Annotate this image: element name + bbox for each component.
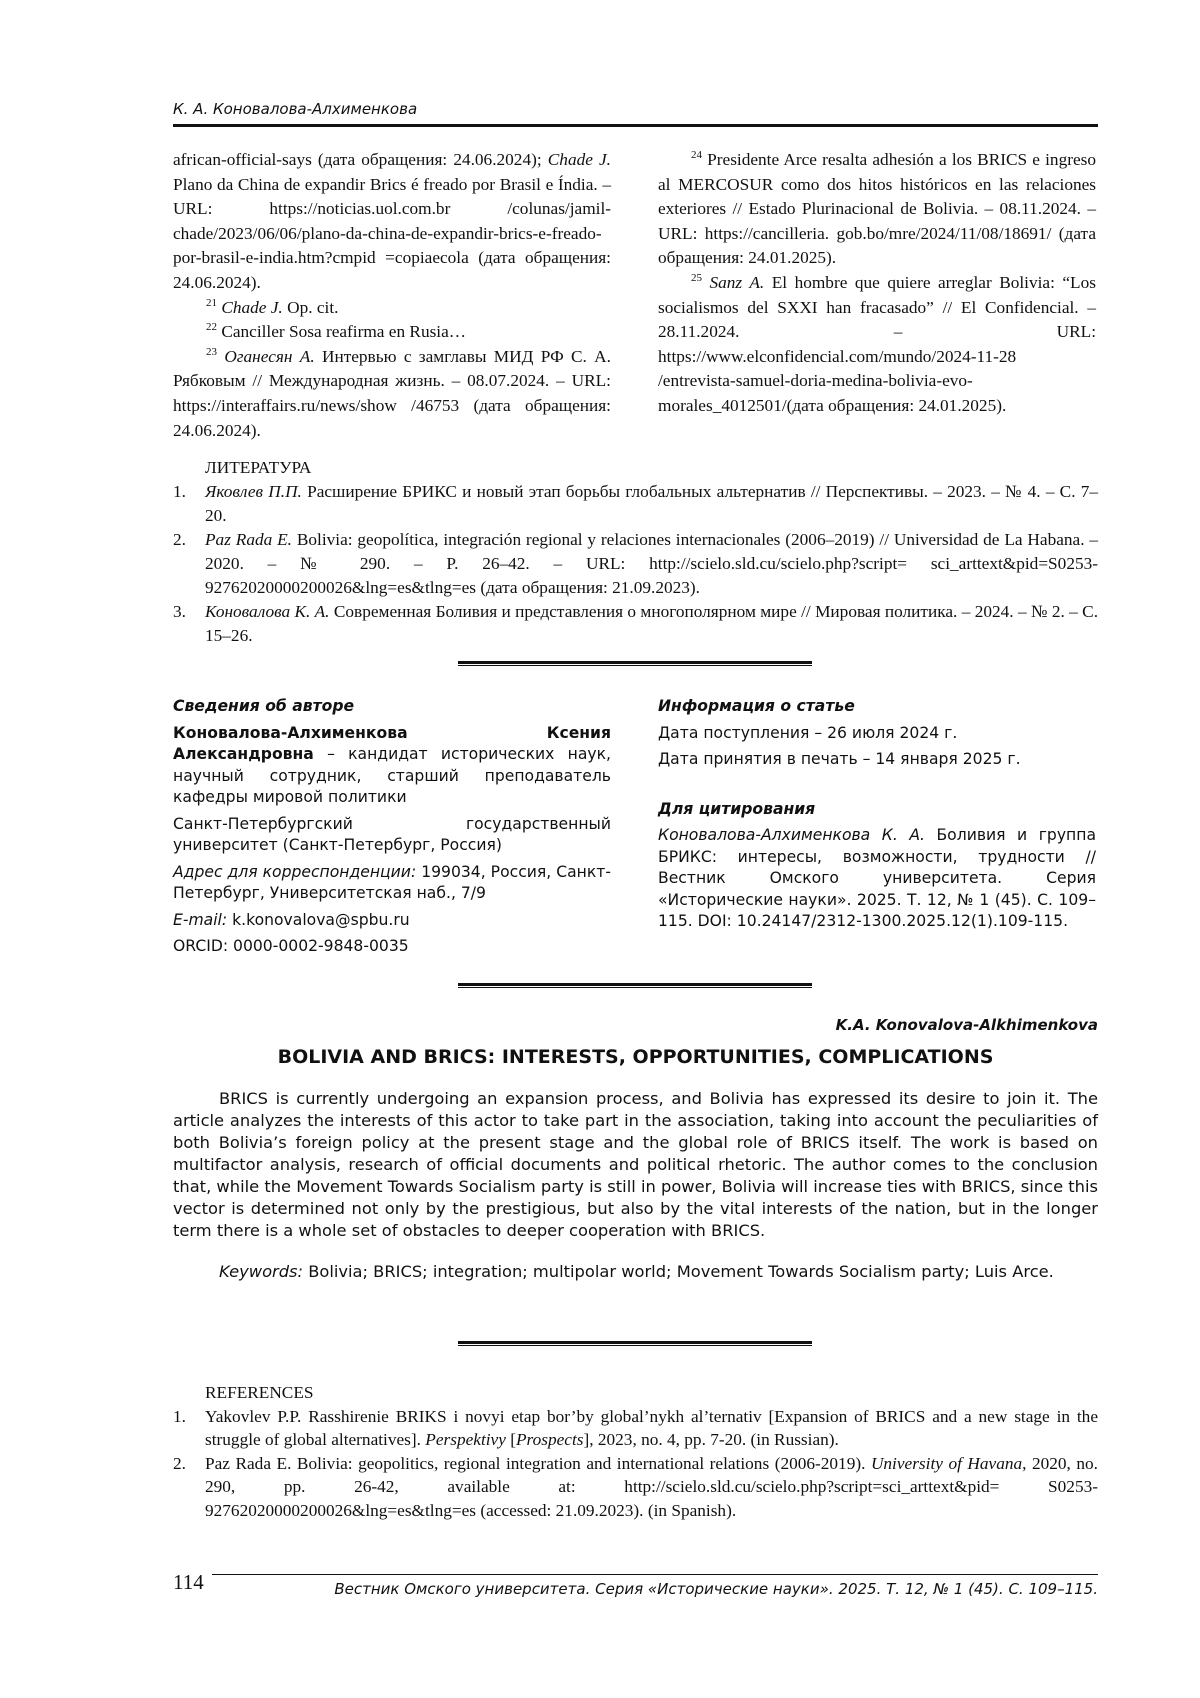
literature-item-text: Современная Боливия и представления о многополярном мире // Мировая политика. – 2024. – № 2. – С. 15–26. — [205, 602, 1099, 645]
footnote-22-marker: 22 — [206, 321, 217, 334]
footnote-20b-text: Plano da China de expandir Brics é freado por Brasil e Índia. – URL: https://noticias.uol.com.br /colunas/jamil-chade/2023/06/06/plano-da-china-de-expandir-brics-e-freado-por-brasil-e-india.htm?cmpid =copiaecola (дата обращения: 24.06.2024). — [173, 174, 611, 292]
reference-item-number: 1. — [173, 1406, 186, 1426]
footnote-25-text: El hombre que quiere arreglar Bolivia: “Los socialismos del SXXI han fracasado” // El Confidencial. – 28.11.2024. – URL: https://www.elconfidencial.com/mundo/2024-11-28 /entrevista-samuel-doria-medina-bolivia-evo-morales_4012501/(дата обращения: 24.01.2025). — [658, 272, 1096, 415]
author-orcid: ORCID: 0000-0002-9848-0035 — [173, 937, 409, 955]
header-rule — [173, 124, 1098, 127]
abstract-text: BRICS is currently undergoing an expansion process, and Bolivia has expressed its desire to join it. The article analyzes the interests of this actor to take part in the association, taking into account the peculiarities of both Bolivia’s foreign policy at the present stage and the global role of BRICS itself. The work is based on multifactor analysis, research of official documents and political rhetoric. The author comes to the conclusion that, while the Movement Towards Socialism party is still in power, Bolivia will increase ties with BRICS, since this vector is determined not only by the prestigious, but also by the vital interests of the nation, but in the longer term there is a whole set of obstacles to deeper cooperation with BRICS. — [173, 1089, 1098, 1240]
literature-heading: ЛИТЕРАТУРА — [205, 458, 312, 477]
footnote-23-author: Оганесян А. — [224, 346, 315, 366]
accepted-date: Дата принятия в печать – 14 января 2025 г. — [658, 750, 1021, 768]
references-section — [173, 1381, 1098, 1522]
footnotes-right-column — [658, 148, 1096, 419]
footnote-25-marker: 25 — [691, 271, 702, 284]
literature-item-author: Яковлев П.П. — [205, 482, 302, 501]
reference-journal: University of Havana — [870, 1453, 1023, 1473]
footnote-23-text: Интервью с замглавы МИД РФ С. А. Рябковым // Международная жизнь. – 08.07.2024. – URL: https://interaffairs.ru/news/show /46753 (дата обращения: 24.06.2024). — [173, 346, 611, 440]
literature-item-number: 1. — [173, 482, 186, 501]
running-head: К. А. Коновалова-Алхименкова — [173, 100, 418, 118]
footnote-25-author: Sanz A. — [709, 272, 765, 292]
email-label: E-mail: — [173, 910, 228, 929]
literature-item-author: Paz Rada E. — [205, 530, 292, 549]
citation-author: Коновалова-Алхименкова К. А. — [658, 826, 925, 844]
author-address — [173, 862, 611, 905]
footnote-24-marker: 24 — [691, 149, 702, 161]
footnote-20 — [173, 148, 611, 296]
keywords-label: Keywords: — [219, 1262, 304, 1281]
journal-footer: Вестник Омского университета. Серия «Исторические науки». 2025. Т. 12, № 1 (45). С. 109–115. — [334, 1580, 1098, 1598]
page-number: 114 — [173, 1570, 204, 1594]
section-divider — [458, 983, 812, 988]
reference-text: Paz Rada E. Bolivia: geopolitics, regional integration and international relations (2006-2019). — [205, 1453, 871, 1473]
reference-item — [173, 1405, 1098, 1452]
author-bio — [173, 723, 611, 809]
english-author: K.A. Konovalova-Alkhimenkova — [835, 1016, 1098, 1034]
received-date: Дата поступления – 26 июля 2024 г. — [658, 723, 958, 742]
author-name: Коновалова-Алхименкова Ксения Александровна — [173, 723, 611, 763]
citation-body: Боливия и группа БРИКС: интересы, возможности, трудности // Вестник Омского университета. Серия «Исторические науки». 2025. Т. 12, № 1 (45). С. 109–115. DOI: 10.24147/2312-1300.2025.12(1).109-115. — [658, 826, 1096, 930]
reference-item — [173, 1452, 1098, 1523]
footnote-20-tail: african-official-says (дата обращения: 24.06.2024); — [173, 150, 542, 169]
literature-section — [173, 456, 1098, 648]
english-abstract — [173, 1088, 1098, 1283]
literature-item-number: 3. — [173, 602, 186, 621]
literature-item-number: 2. — [173, 530, 186, 549]
article-info-heading: Информация о статье — [658, 697, 855, 715]
email-value: k.konovalova@spbu.ru — [227, 910, 410, 929]
literature-list — [173, 480, 1098, 648]
references-heading: REFERENCES — [205, 1383, 314, 1402]
footnote-24 — [658, 148, 1096, 271]
footnote-22-text: Canciller Sosa reafirma en Rusia… — [217, 322, 467, 342]
footnote-21-text: Op. cit. — [282, 297, 339, 317]
references-list — [173, 1405, 1098, 1523]
author-affiliation: Санкт-Петербургский государственный университет (Санкт-Петербург, Россия) — [173, 814, 611, 854]
footnote-21-author: Chade J. — [221, 297, 283, 317]
reference-journal: Perspektivy — [425, 1430, 506, 1449]
footnote-22 — [173, 320, 611, 345]
footnotes-left-column — [173, 148, 611, 443]
footnote-20b-author: Chade J. — [547, 150, 612, 169]
reference-journal-translation: Prospects — [515, 1430, 584, 1449]
reference-text: [ — [505, 1430, 516, 1449]
literature-item-text: Расширение БРИКС и новый этап борьбы глобальных альтернатив // Перспективы. – 2023. – № 4. – С. 7–20. — [205, 482, 1099, 525]
literature-item-text: Bolivia: geopolítica, integración regional y relaciones internacionales (2006–2019) // Universidad de La Habana. – 2020. – № 290. – P. 26–42. – URL: http://scielo.sld.cu/scielo.php?script= sci_arttext&pid=S0253-92762020000200026&lng=es&tlng=es (дата обращения: 21.09.2023). — [205, 530, 1099, 597]
footnote-24-text: Presidente Arce resalta adhesión a los BRICS e ingreso al MERCOSUR como dos hitos históricos en las relaciones exteriores // Estado Plurinacional de Bolivia. – 08.11.2024. – URL: https://cancilleria. gob.bo/mre/2024/11/08/18691/ (дата обращения: 24.01.2025). — [658, 150, 1096, 268]
reference-text: , 2020, no. 290, pp. 26-42, available at: http://scielo.sld.cu/scielo.php?script=sci_arttext&pid= S0253-92762020000200026&lng=es&tlng=es (accessed: 21.09.2023). (in Spanish). — [205, 1453, 1098, 1520]
article-info-column — [658, 696, 1096, 938]
citation-heading: Для цитирования — [658, 799, 816, 818]
footer-rule — [212, 1574, 1098, 1575]
author-info-column — [173, 696, 611, 963]
literature-item — [173, 528, 1098, 600]
reference-text: ], 2023, no. 4, pp. 7-20. (in Russian). — [583, 1430, 839, 1449]
author-email — [173, 910, 611, 932]
literature-item-author: Коновалова К. А. — [205, 602, 330, 621]
literature-item — [173, 600, 1098, 648]
section-divider — [458, 661, 812, 666]
citation-text — [658, 825, 1096, 933]
keywords-value: Bolivia; BRICS; integration; multipolar world; Movement Towards Socialism party; Luis Arce. — [303, 1262, 1054, 1281]
author-description: – кандидат исторических наук, научный сотрудник, старший преподаватель кафедры мировой политики — [173, 745, 611, 806]
literature-item — [173, 480, 1098, 528]
section-divider — [458, 1341, 812, 1346]
address-value: 199034, Россия, Санкт-Петербург, Университетская наб., 7/9 — [173, 862, 612, 902]
reference-item-number: 2. — [173, 1453, 186, 1473]
author-info-heading: Сведения об авторе — [173, 697, 355, 715]
footnote-25 — [658, 271, 1096, 419]
english-title: BOLIVIA AND BRICS: INTERESTS, OPPORTUNITIES, COMPLICATIONS — [277, 1046, 994, 1068]
keywords — [173, 1261, 1098, 1283]
reference-text: Yakovlev P.P. Rasshirenie BRIKS i novyi etap bor’by global’nykh al’ternativ [Expansion of BRICS and a new stage in the struggle of global alternatives]. — [205, 1406, 1098, 1449]
footnote-21 — [173, 296, 611, 321]
address-label: Адрес для корреспонденции: — [173, 862, 417, 881]
footnote-23 — [173, 345, 611, 443]
footnote-23-marker: 23 — [206, 345, 217, 358]
footnote-21-marker: 21 — [206, 296, 217, 309]
